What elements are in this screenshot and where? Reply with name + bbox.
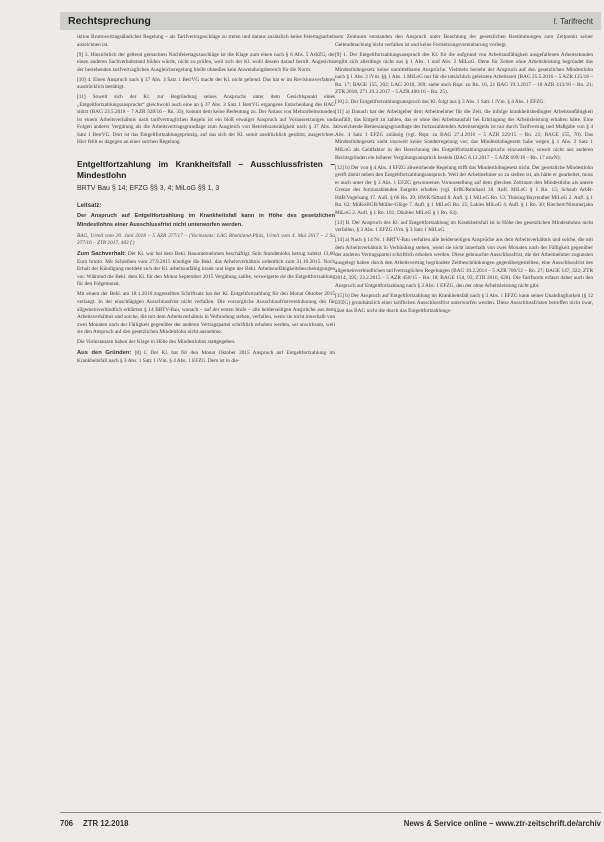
footer-slogan: News & Service online – www.ztr-zeitschrift.de/archiv xyxy=(403,818,601,828)
right-column xyxy=(335,34,593,804)
footer-divider xyxy=(60,812,601,813)
rubric-title: Rechtsprechung xyxy=(68,15,151,27)
paragraph: [10] 4. Einen Anspruch nach § 37 Abs. 3 Satz 1 BetrVG macht der Kl. nicht geltend. Das hat er im Revisionsverfahren ausdrücklich bestätigt. xyxy=(77,76,335,91)
paragraph: sem Zeitraum entstanden den Anspruch unter Beachtung der gesetzlichen Bestimmungen zum Zeitpunkt seiner Geltendmachung nicht verfallen ist und keine Fortsetzungsvereinbarung vorliegt. xyxy=(335,34,593,48)
section-label: I. Tarifrecht xyxy=(553,16,593,26)
running-header xyxy=(60,12,601,30)
grounds-label: Aus den Gründen: xyxy=(77,350,132,357)
paragraph: [12] b) Der von § 4 Abs. 4 EFZG abweichende Regelung trifft das Mindestlohngesetz nicht. Der gesetzliche Mindestlohn greift damit neben den Entgeltfortzahlungsanspruch. Weil der Arbeitnehmer so zu stellen ist, als hätte er gearbeitet, muss er auch unter der § 3 Abs. 1 EFZG gewonnenen Vorausstellung auf dem gleichen Zeitraum den Mindestlohn als untere Grenze des fortzuzahlenden Entgelts erhalten (vgl. ErfK/Reinhard 18. Aufl. MiLoG § 1 Rn. 15; Schaub ArbR-HdB/Vogelsang 17. Aufl. § 66 Rn. 29; HWK/Sittard 8. Aufl. § 1 MiLoG Rn. 13; Thüsing/Bayreuther MiLoG 2. Aufl. § 1 Rn. 62; MüKoBGB/Müller-Glöge 7. Aufl. § 1 MiLoG Rn. 25; Lakies MiLoG 4. Aufl. § 1 Rn. 30; Riechert/Nimmerjahn MiLoG 2. Aufl. § 1 Rn. 101; Däubler MiLoG § 1 Rn. 63). xyxy=(335,164,593,216)
leitsatz-label: Leitsatz: xyxy=(77,202,102,209)
footer-left xyxy=(60,819,129,828)
paragraph: Die Vorinstanzen haben der Klage in Höhe des Mindestlohns stattgegeben. xyxy=(77,339,236,346)
journal-issue: ZTR 12.2018 xyxy=(83,818,129,828)
facts-label: Zum Sachverhalt: xyxy=(77,251,127,258)
paragraph: [15] b) Der Anspruch auf Entgeltfortzahlung im Krankheitsfall nach § 3 Abs. 1 EFZG kann seiner Unabdingbarkeit (§ 12 EFZG) grundsätzlich einer tariflichen Ausschlussfrist unterworfen werden. Diese Ausschlussfristen betreffen nicht zwar, lässt das BAG nicht die durch das Entgeltfortzahlungs- xyxy=(335,292,593,314)
paragraph: [13] II. Der Anspruch des Kl. auf Entgeltfortzahlung im Krankheitsfall ist in Höhe des gesetzlichen Mindestlohns nicht verfallen, § 3 Abs. 1 EFZG iVm. § 3 Satz 1 MiLoG. xyxy=(335,219,593,234)
running-footer xyxy=(60,816,601,830)
paragraph: [10] 2. Der Entgeltfortzahlungsanspruch des Kl. folgt aus § 3 Abs. 1 Satz 1 iVm. § 4 Abs. 1 EFZG. xyxy=(335,99,545,106)
paragraph: [11] Soweit sich der Kl. zur Begründung seines Anspruchs unter dem Gesichtspunkt eines „Entgeltfortzahlungsanspruchs“ gleichwohl auch eine an § 37 Abs. 3 Satz 1 BetrVG ergangene Entscheidung des BAG stützt (BAG 23.5.2018 – 7 AZR 328/16 – Rn. 33), kommt dem keine Bedeutung zu. Der Anlass von Mehrarbeitsstunden ist einem Arbeitsverhältnis nach tarifvertraglichen Regeln ist ein bloß etwaiger Anspruch auf Voraussetzungen und Folgen anderer Vergütung als die Arbeitsvertragsgrundlage zum Ausgleich von Betriebsratstätigkeit nach § 37 Abs. 3 Satz 1 BetrVG. Dort ist das Entgeltfortzahlungsprinzip, auf das sich der Kl. somit ausdrücklich gestützt, ausgerichtet. Hier fehlt es dagegen an einer solchen Regelung. xyxy=(77,94,335,146)
case-norms: BRTV Bau § 14; EFZG §§ 3, 4; MiLoG §§ 1, 3 xyxy=(77,185,220,192)
grounds-text: [8] I. Der Kl. hat für den Monat Oktober 2015 Anspruch auf Entgeltfortzahlung im Krankheitsfall nach § 3 Abs. 1 Satz 1 iVm. § 4 Abs. 1 EFZG. Dem ist in die- xyxy=(77,350,335,364)
page-number: 706 xyxy=(60,818,74,828)
paragraph: [9] 1. Der Entgeltfortzahlungsanspruch des Kl. für die aufgrund von Arbeitsunfähigkeit ausgefallenen Arbeitsstunden ergibt sich allerdings nicht aus § 1 Abs. 1 und Abs. 2 MiLoG. Denn für Zeiten ohne Arbeitsleistung begründet das Mindestlohngesetz keine unmittelbaren Ansprüche. Vielmehr besteht der Anspruch auf den gesetzlichen Mindestlohn nach § 1 Abs. 2 iVm. §§ 1 Abs. 1 MiLoG nur für die tatsächlich geleistete Arbeitszeit (BAG 25.5.2016 – 5 AZR 135/16 – Rn. 17; BAGE 155, 202; LAG 2018, 369; siehe auch Rspr. zu Rn. 16, 21 BAG 19.3.2017 – 10 AZR 413/16 – Rn. 21; ZTR 2018, 271 29.3.2017 – 5 AZR 400/16 – Rn. 25). xyxy=(335,51,593,96)
leitsatz-text: Der Anspruch auf Entgeltfortzahlung im Krankheitsfall kann in Höhe des gesetzlichen Mindestlohns einer Ausschlussfrist nicht unterworfen werden. xyxy=(77,213,335,228)
case-title: Entgeltfortzahlung im Krankheitsfall – Ausschlussfristen – Mindestlohn xyxy=(77,159,335,180)
left-column xyxy=(77,34,335,804)
paragraph: iktion Bruttovertragsähnlicher Regelung – als Tarifvertragsschläge zu treten und daraus zusätzlich keine Feiertagsarbeit anzeichnen ist. xyxy=(77,34,335,48)
facts-text: Der Kl. war bei dem Bekl. Bauunternehmen beschäftigt. Sein Stundenlohn betrug zuletzt 13,00 Euro brutto. Mit Schreiben vom 27.9.2015 kündigte die Bekl. das Arbeitsverhältnis ordentlich zum 31.10.2015. Noch Erhalt der Kündigung meldete sich der Kl. arbeitsunfähig krank und legte der Bekl. Arbeitsunfähigkeitsbescheinigungen vor. Während die Bekl. dem Kl. für den Monat September 2015 Vergütung zahlte, verweigerte sie die Entgeltfortzahlung für den Folgemonat. xyxy=(77,251,335,288)
decision-citation: BAG, Urteil vom 20. Juni 2018 – 5 AZR 377/17 – (Vorinstanz: LAG Rheinland-Pfalz, Urteil vom 4. Mai 2017 – 2 Sa 377/16 – ZTR 2017, 483 f.) xyxy=(77,232,335,247)
paragraph: [11] a) Danach hat der Arbeitgeber dem Arbeitnehmer für die Zeit, die infolge krankheitsbedingter Arbeitsunfähigkeit ausfällt, das Entgelt zu zahlen, das er ohne den Arbeitsausfall bei Erbringung der Arbeitsleistung erhalten hätte. Eine abweichende Bemessungsgrundlage des fortzuzahlenden Arbeitsentgelts ist nur durch Tarifvertrag und Maßgabe von § 4 Abs. 4 Satz 1 EFZG zulässig (vgl. Rspr. zu BAG 27.4.2016 – 5 AZR 229/15 – Rn. 21; BAGE 155, 70). Das Mindestlohngesetz sieht insoweit keine Sonderregelung vor; das Mindestlohngesetz habe wegen § 1 Abs. 2 Satz 1 MiLoG als Geldfaktor in der Berechnung des Entgeltfortzahlungsanspruchs einzustellen, soweit nicht aus anderen Rechtsgründen ein höherer Vergütungsanspruch besteht (BAG 6.12.2017 – 5 AZR 699/16 – Rn. 17 mwN). xyxy=(335,109,593,161)
grounds-paragraph xyxy=(77,349,335,365)
paragraph: Mit einem der Bekl. am 18.1.2016 zugestellten Schriftsatz hat der Kl. Entgeltfortzahlung für den Monat Oktober 2015 verlangt. In der einschlägigen Ausschlussfrist nicht verfallen. Die vorsorgliche Ausschlussfristvereinbarung des für allgemeinverbindlich erklärten § 14 BRTV-Bau, wonach – auf der ersten Stufe – alle beiderseitigen Ansprüche aus dem Arbeitsverhältnis und solche, die mit dem Arbeitsverhältnis in Verbindung stehen, verfallen, wenn sie nicht innerhalb von zwei Monaten nach der Fälligkeit gegenüber der anderen Vertragspartei schriftlich erhoben werden, sei unwirksam, weil sie den Anspruch auf den gesetzlichen Mindestlohn nicht ausnehme. xyxy=(77,291,335,336)
paragraph: [9] 3. Hinsichtlich der geltend gemachten Nachfeiertagszuschläge ist die Klage zum einen nach § 6 Abs. 5 ArbZG, der einen anderen Sachverhaltstand bilden würde, nicht zu prüfen, weil sich der Kl. wohl dessen darauf beruft. Angesichts der bestehenden tarifvertraglichen Ausgleichsregelung bleibt ohnedies kein Anwendungsbereich für die Norm. xyxy=(77,51,335,73)
facts-paragraph xyxy=(77,250,335,289)
paragraph: [14] a) Nach § 14 Nr. 1 BRTV-Bau verfallen alle beiderseitigen Ansprüche aus dem Arbeitsverhältnis und solche, die mit dem Arbeitsverhältnis in Verbindung stehen, wenn sie nicht innerhalb von zwei Monaten nach der Fälligkeit gegenüber der anderen Vertragspartei schriftlich erhoben werden. Diese gebrauchte Ausschlussfrist, die der Arbeitnehmer zugunsten ausgelegt haben durch den Arbeitsvertrag begründete Zeitbeschränkungen gegenübergestellten, eine Ausschlussfrist des allgemeinverbindlichen tarifvertraglichen Regelungen (BAG 19.2.2014 – 5 AZR 700/12 – Rn. 27; BAGE 147, 322; ZTR 2014, 395; 23.2.2015 – 5 AZR 450/15 – Rn. 18; BAGE 154, 93; ZTR 2016, 628). Die Tarifnorm erfasst daher auch den Anspruch auf Entgeltfortzahlung nach § 3 Abs. 1 EFZG, den der ohne Arbeitsleistung nicht gibt. xyxy=(335,237,593,289)
